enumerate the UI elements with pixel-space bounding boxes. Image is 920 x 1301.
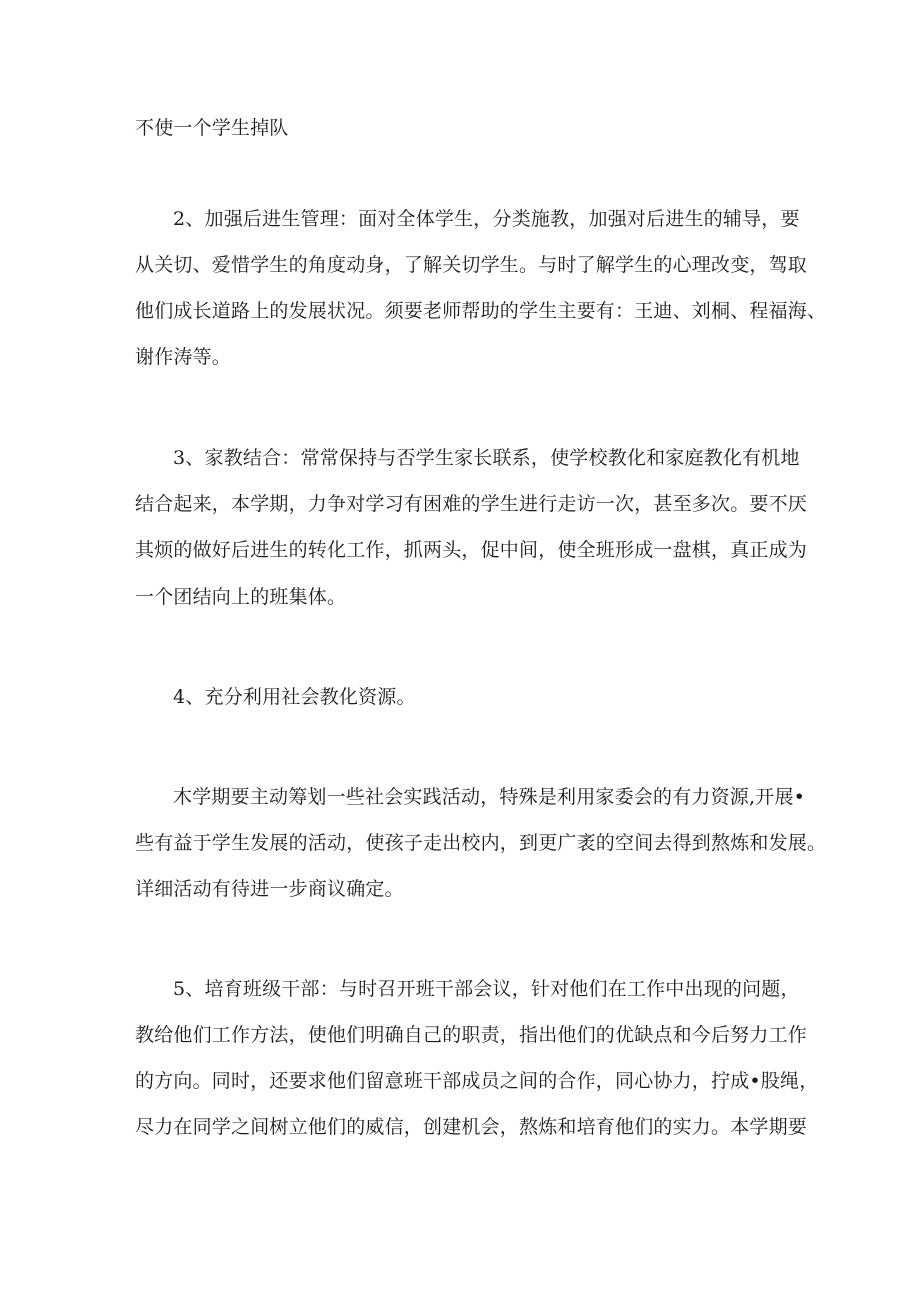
text-line: 其烦的做好后进生的转化工作，抓两头，促中间，使全班形成一盘棋，真正成为 <box>135 539 808 561</box>
text-line: 谢作涛等。 <box>135 346 232 368</box>
text-line: 不使一个学生掉队 <box>135 117 289 139</box>
text-line: 他们成长道路上的发展状况。须要老师帮助的学生主要有：王迪、刘桐、程福海、 <box>135 300 827 322</box>
text-line: 4、充分利用社会教化资源。 <box>173 686 416 708</box>
text-line: 木学期要主动筹划一些社会实践活动，特殊是利用家委会的有力资源,开展• <box>173 786 806 808</box>
text-line: 教给他们工作方法，使他们明确自己的职责，指出他们的优缺点和今后努力工作 <box>135 1024 808 1046</box>
text-line: 尽力在同学之间树立他们的威信，创建机会，熬炼和培育他们的实力。本学期要 <box>135 1116 808 1138</box>
text-line: 一个团结向上的班集体。 <box>135 586 347 608</box>
text-line: 从关切、爱惜学生的角度动身，了解关切学生。与时了解学生的心理改变，驾取 <box>135 254 808 276</box>
text-line: 3、家教结合：常常保持与否学生家长联系，使学校教化和家庭教化有机地 <box>173 447 800 469</box>
text-line: 的方向。同时，还要求他们留意班干部成员之间的合作，同心协力，拧成•股绳， <box>135 1070 819 1092</box>
text-line: 详细活动有待进一步商议确定。 <box>135 878 404 900</box>
text-line: 2、加强后进生管理：面对全体学生，分类施教，加强对后进生的辅导，要 <box>173 208 800 230</box>
text-line: 结合起来，本学期，力争对学习有困难的学生进行走访一次，甚至多次。要不厌 <box>135 493 808 515</box>
text-line: 5、培育班级干部：与时召开班干部会议，针对他们在工作中出现的问题， <box>173 978 800 1000</box>
text-line: 些有益于学生发展的活动，使孩子走出校内，到更广袤的空间去得到熬炼和发展。 <box>135 832 827 854</box>
